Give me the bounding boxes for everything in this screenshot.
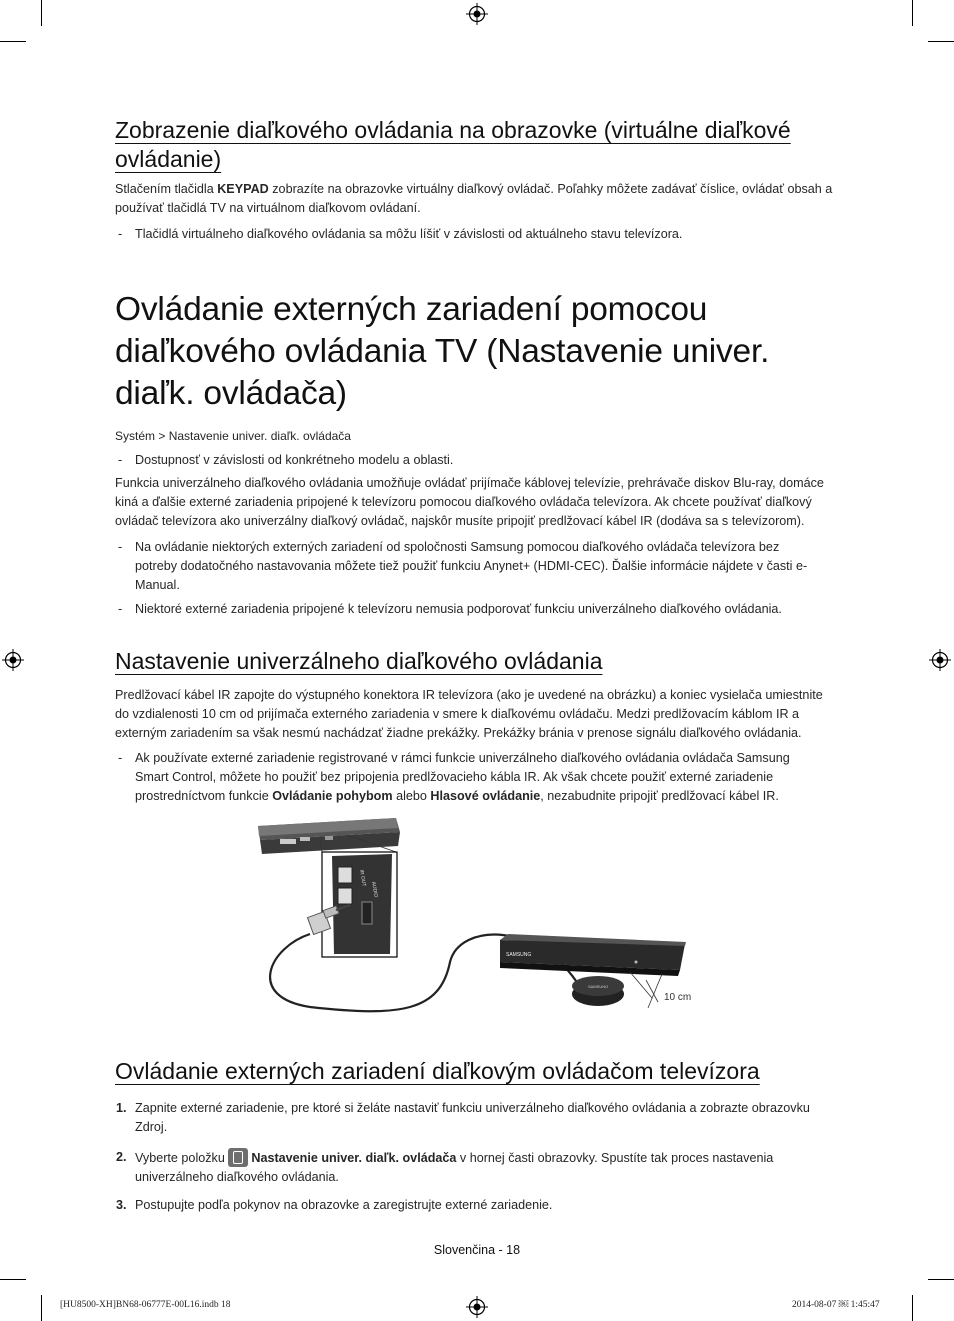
bullet-dash: - — [118, 751, 123, 765]
bullet-dash: - — [118, 453, 123, 467]
svg-text:IR OUT: IR OUT — [358, 869, 367, 888]
section-title: Zobrazenie diaľkového ovládania na obrazovke (virtuálne diaľkové ovládanie) — [115, 117, 791, 172]
svg-text:AUDIO: AUDIO — [370, 881, 379, 898]
brand-label: SAMSUNG — [506, 952, 532, 958]
crop-mark — [0, 1279, 26, 1280]
bullet-dash: - — [118, 227, 123, 241]
step-text: Zapnite externé zariadenie, pre ktoré si želáte nastaviť funkciu univerzálneho diaľkového ovládania a zobrazte obrazovku Zdroj. — [135, 1101, 810, 1134]
distance-label: 10 cm — [664, 992, 692, 1003]
crop-mark — [41, 0, 42, 26]
step-number: 2. — [116, 1150, 127, 1164]
section-title: Ovládanie externých zariadení diaľkovým ovládačom televízora — [115, 1058, 760, 1084]
step-number: 3. — [116, 1198, 127, 1212]
crop-mark — [928, 1279, 954, 1280]
crop-mark — [912, 0, 913, 26]
step-text: Vyberte položku Nastavenie univer. diaľk. ovládača v hornej časti obrazovky. Spustíte tak proces nastavenia univerzálneho diaľkového ovládania. — [135, 1148, 825, 1187]
registration-mark-icon — [2, 649, 24, 671]
crop-mark — [912, 1295, 913, 1321]
step-number: 1. — [116, 1101, 127, 1115]
step-text: Postupujte podľa pokynov na obrazovke a zaregistrujte externé zariadenie. — [135, 1198, 553, 1212]
ir-extender-connection-figure — [250, 812, 710, 1022]
crop-mark — [41, 1295, 42, 1321]
registration-mark-icon — [929, 649, 951, 671]
paragraph: Stlačením tlačidla KEYPAD zobrazíte na obrazovke virtuálny diaľkový ovládač. Poľahky môžete zadávať číslice, ovládať obsah a používať tlačidlá TV na virtuálnom diaľkovom ovládaní. — [115, 182, 833, 215]
note: Niektoré externé zariadenia pripojené k televízoru nemusia podporovať funkciu univerzálneho diaľkového ovládania. — [135, 602, 782, 616]
note: Dostupnosť v závislosti od konkrétneho modelu a oblasti. — [135, 453, 454, 467]
paragraph: Funkcia univerzálneho diaľkového ovládania umožňuje ovládať prijímače káblovej televízie, prehrávače diskov Blu-ray, domáce kiná a ďalšie externé zariadenia pripojené k televízoru pomocou diaľkového ovládača televízora. Ak chcete používať diaľkový ovládač televízora ako univerzálny diaľkový ovládač, najskôr musíte pripojiť predlžovací kábel IR (dodáva sa s televízorom). — [115, 476, 824, 528]
paragraph: Predlžovací kábel IR zapojte do výstupného konektora IR televízora (ako je uvedené na obrázku) a koniec vysielača umiestnite do vzdialenosti 10 cm od prijímača externého zariadenia v smere k diaľkovému ovládaču. Medzi predlžovacím káblom IR a externým zariadením sa však nesmú nachádzať žiadne prekážky. Prekážky bránia v prenose signálu diaľkového ovládania. — [115, 688, 823, 740]
note: Na ovládanie niektorých externých zariadení od spoločnosti Samsung pomocou diaľkového ovládača televízora bez potreby dodatočného nastavovania môžete tiež použiť funkciu Anynet+ (HDMI-CEC). Ďalšie informácie nájdete v časti e-Manual. — [135, 540, 808, 592]
brand-label: SAMSUNG — [588, 984, 609, 989]
bullet-dash: - — [118, 540, 123, 554]
bullet-dash: - — [118, 602, 123, 616]
file-info: [HU8500-XH]BN68-06777E-00L16.indb 18 — [60, 1300, 231, 1310]
note: Tlačidlá virtuálneho diaľkového ovládania sa môžu líšiť v závislosti od aktuálneho stavu televízora. — [135, 227, 683, 241]
menu-path: Systém > Nastavenie univer. diaľk. ovládača — [115, 429, 351, 443]
crop-mark — [0, 41, 26, 42]
note: Ak používate externé zariadenie registrované v rámci funkcie univerzálneho diaľkového ovládania ovládača Samsung Smart Control, môžete ho použiť bez pripojenia predlžovacieho kábla IR. Ak však chcete použiť externé zariadenie prostredníctvom funkcie Ovládanie pohybom alebo Hlasové ovládanie, nezabudnite pripojiť predlžovací kábel IR. — [135, 751, 790, 803]
registration-mark-icon — [466, 3, 488, 25]
print-date: 2014-08-07 ￼ 1:45:47 — [792, 1300, 880, 1310]
section-title: Nastavenie univerzálneho diaľkového ovládania — [115, 648, 603, 674]
registration-mark-icon — [466, 1296, 488, 1318]
crop-mark — [928, 41, 954, 42]
page-number: Slovenčina - 18 — [433, 1243, 521, 1257]
universal-remote-icon — [228, 1148, 248, 1167]
chapter-title: Ovládanie externých zariadení pomocou diaľkového ovládania TV (Nastavenie univer. diaľk. ovládača) — [115, 291, 770, 412]
